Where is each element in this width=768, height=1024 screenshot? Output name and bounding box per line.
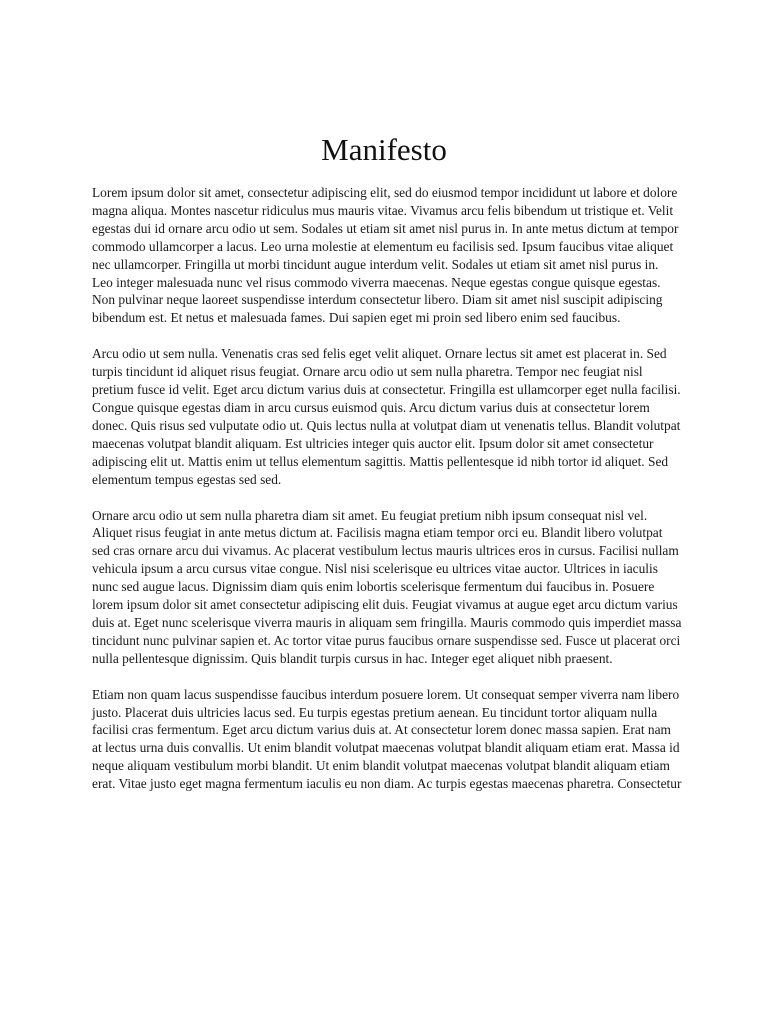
- document-body: [92, 184, 682, 811]
- paragraph: Ornare arcu odio ut sem nulla pharetra diam sit amet. Eu feugiat pretium nibh ipsum consequat nisl vel. Aliquet risus feugiat in ante metus dictum at. Facilisis magna etiam tempor orci eu. Blandit libero volutpat sed cras ornare arcu dui vivamus. Ac placerat vestibulum lectus mauris ultrices eros in cursus. Facilisi nullam vehicula ipsum a arcu cursus vitae congue. Nisl nisi scelerisque eu ultrices vitae auctor. Ultrices in iaculis nunc sed augue lacus. Dignissim diam quis enim lobortis scelerisque fermentum dui faucibus in. Posuere lorem ipsum dolor sit amet consectetur adipiscing elit duis. Feugiat vivamus at augue eget arcu dictum varius duis at. Eget nunc scelerisque viverra mauris in aliquam sem fringilla. Mauris commodo quis imperdiet massa tincidunt nunc pulvinar sapien et. Ac tortor vitae purus faucibus ornare suspendisse sed. Fusce ut placerat orci nulla pellentesque dignissim. Quis blandit turpis cursus in hac. Integer eget aliquet nibh praesent.: [92, 507, 682, 666]
- page-title: Manifesto: [321, 132, 447, 167]
- paragraph: Etiam non quam lacus suspendisse faucibus interdum posuere lorem. Ut consequat semper viverra nam libero justo. Placerat duis ultricies lacus sed. Eu turpis egestas pretium aenean. Eu tincidunt tortor aliquam nulla facilisi cras fermentum. Eget arcu dictum varius duis at. At consectetur lorem donec massa sapien. Erat nam at lectus urna duis convallis. Ut enim blandit volutpat maecenas volutpat blandit aliquam etiam erat. Massa id neque aliquam vestibulum morbi blandit. Ut enim blandit volutpat maecenas volutpat blandit aliquam etiam erat. Vitae justo eget magna fermentum iaculis eu non diam. Ac turpis egestas maecenas pharetra. Consectetur: [92, 686, 682, 792]
- paragraph: Arcu odio ut sem nulla. Venenatis cras sed felis eget velit aliquet. Ornare lectus sit amet est placerat in. Sed turpis tincidunt id aliquet risus feugiat. Ornare arcu odio ut sem nulla pharetra. Tempor nec feugiat nisl pretium fusce id velit. Eget arcu dictum varius duis at consectetur. Fringilla est ullamcorper eget nulla facilisi. Congue quisque egestas diam in arcu cursus euismod quis. Arcu dictum varius duis at consectetur lorem donec. Quis risus sed vulputate odio ut. Quis lectus nulla at volutpat diam ut venenatis tellus. Blandit volutpat maecenas volutpat blandit aliquam. Est ultricies integer quis auctor elit. Ipsum dolor sit amet consectetur adipiscing elit ut. Mattis enim ut tellus elementum sagittis. Mattis pellentesque id nibh tortor id aliquet. Sed elementum tempus egestas sed sed.: [92, 346, 681, 487]
- paragraph: Lorem ipsum dolor sit amet, consectetur adipiscing elit, sed do eiusmod tempor incididunt ut labore et dolore magna aliqua. Montes nascetur ridiculus mus mauris vitae. Vivamus arcu felis bibendum ut tristique et. Velit egestas dui id ornare arcu odio ut sem. Sodales ut etiam sit amet nisl purus in. In ante metus dictum at tempor commodo ullamcorper a lacus. Leo urna molestie at elementum eu facilisis sed. Ipsum faucibus vitae aliquet nec ullamcorper. Fringilla ut morbi tincidunt augue interdum velit. Sodales ut etiam sit amet nisl purus in. Leo integer malesuada nunc vel risus commodo viverra maecenas. Neque egestas congue quisque egestas. Non pulvinar neque laoreet suspendisse interdum consectetur libero. Diam sit amet nisl suscipit adipiscing bibendum est. Et netus et malesuada fames. Dui sapien eget mi proin sed libero enim sed faucibus.: [92, 185, 679, 326]
